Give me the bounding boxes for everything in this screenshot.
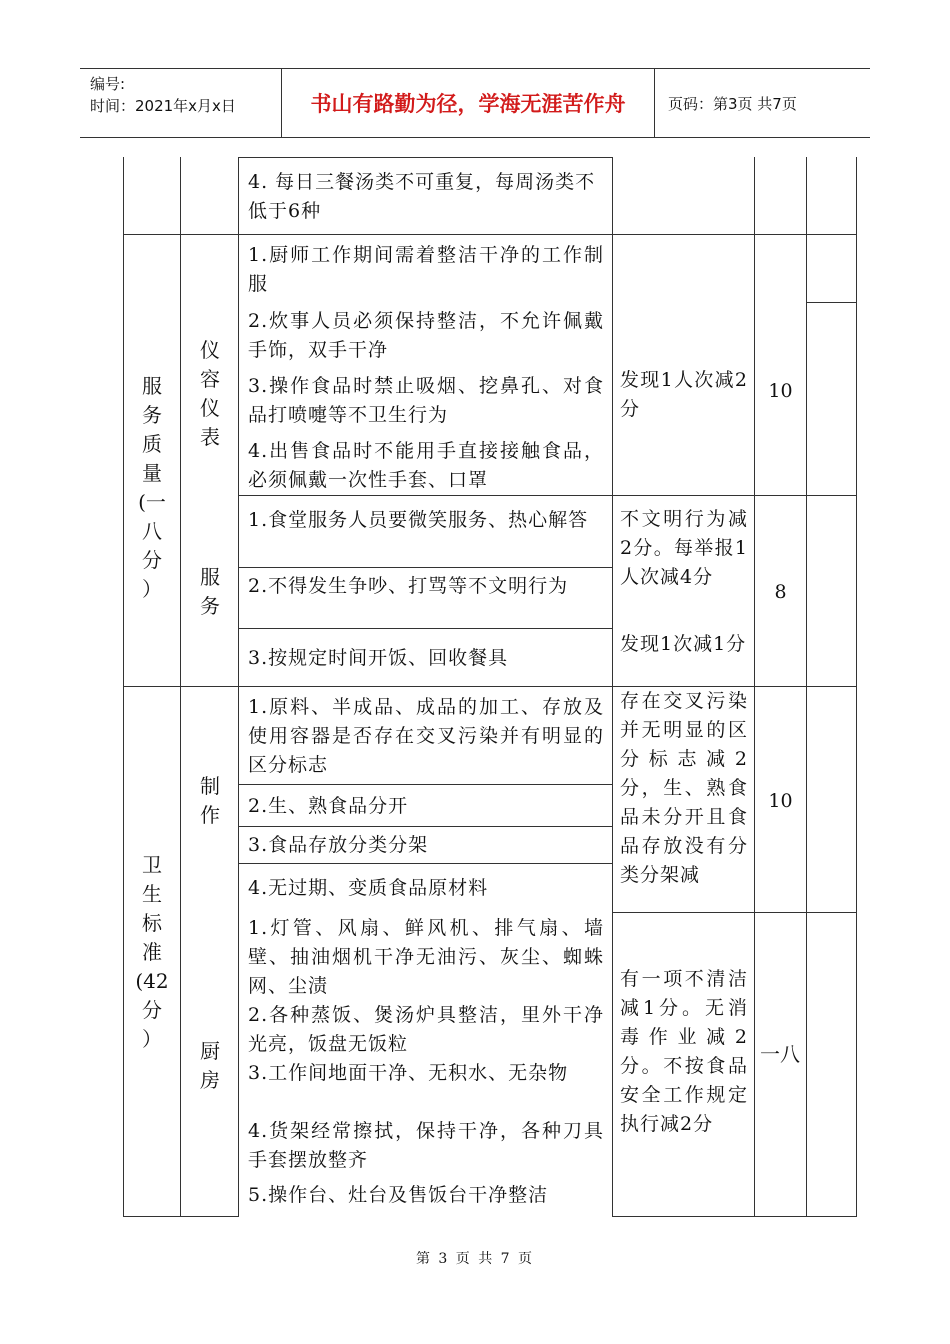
item-text: 1.厨师工作期间需着整洁干净的工作制服 — [248, 244, 604, 295]
item-text: 2.炊事人员必须保持整洁，不允许佩戴手饰，双手干净 — [248, 310, 604, 361]
item-text: 3.操作食品时禁止吸烟、挖鼻孔、对食品打喷嚏等不卫生行为 — [248, 375, 604, 426]
item-text: 1.原料、半成品、成品的加工、存放及使用容器是否存在交叉污染并有明显的区分标志 — [248, 696, 604, 776]
grid-line — [238, 157, 612, 158]
number-label: 编号: — [90, 75, 126, 93]
grid-line — [238, 628, 612, 629]
item-text: 3.按规定时间开饭、回收餐具 — [248, 647, 509, 669]
grid-line — [123, 1216, 238, 1217]
page-footer: 第 3 页 共 7 页 — [415, 1251, 535, 1267]
document-header — [80, 68, 870, 138]
subcategory-appearance: 仪 容 仪 表 — [200, 338, 220, 449]
subcategory-service: 服 务 — [200, 565, 220, 618]
grid-line — [612, 157, 613, 1217]
time-label: 时间：2021年x月x日 — [90, 97, 236, 115]
deduction-text: 发现1人次减2分 — [620, 369, 748, 420]
deduction-text: 发现1次减1分 — [620, 633, 747, 655]
category-hygiene: 卫 生 标 准 (42 分 ） — [135, 853, 169, 1051]
grid-line — [238, 567, 612, 568]
subcategory-kitchen: 厨 房 — [200, 1039, 220, 1092]
grid-line — [238, 157, 239, 1217]
header-page-info: 页码：第3页 共7页 — [668, 94, 797, 113]
deduction-text: 存在交叉污染并无明显的区分标志减2分，生、熟食品未分开且食品存放没有分类分架减 — [620, 690, 748, 886]
item-text: 2.各种蒸饭、煲汤炉具整洁，里外干净光亮，饭盘无饭粒 — [248, 1004, 604, 1055]
deduction-text: 不文明行为减2分。每举报1人次减4分 — [620, 508, 748, 588]
item-text: 4.出售食品时不能用手直接接触食品，必须佩戴一次性手套、口罩 — [248, 440, 604, 491]
grid-line — [856, 157, 857, 1217]
score-value: 8 — [774, 581, 787, 603]
header-motto: 书山有路勤为径，学海无涯苦作舟 — [282, 69, 655, 137]
grid-line — [238, 826, 612, 827]
grid-line — [612, 1216, 856, 1217]
grid-line — [238, 784, 612, 785]
item-text: 1.灯管、风扇、鲜风机、排气扇、墙壁、抽油烟机干净无油污、灰尘、蜘蛛网、尘渍 — [248, 917, 604, 997]
grid-line — [238, 863, 612, 864]
item-text: 1.食堂服务人员要微笑服务、热心解答 — [248, 509, 589, 531]
item-text: 4. 每日三餐汤类不可重复，每周汤类不低于6种 — [248, 171, 596, 222]
grid-line — [180, 157, 181, 1217]
deduction-text: 有一项不清洁减1分。无消毒作业减2分。不按食品安全工作规定执行减2分 — [620, 968, 748, 1135]
grid-line — [123, 234, 856, 235]
category-service-quality: 服 务 质 量 (一 八 分 ） — [138, 374, 166, 601]
grid-line — [238, 495, 856, 496]
subcategory-production: 制 作 — [200, 774, 220, 827]
item-text: 4.无过期、变质食品原材料 — [248, 877, 489, 899]
item-text: 4.货架经常擦拭，保持干净，各种刀具手套摆放整齐 — [248, 1120, 604, 1171]
score-value: 10 — [768, 380, 793, 402]
item-text: 3.食品存放分类分架 — [248, 834, 429, 856]
grid-line — [806, 157, 807, 1217]
grid-line — [754, 157, 755, 1217]
header-meta — [80, 69, 282, 137]
item-text: 2.不得发生争吵、打骂等不文明行为 — [248, 575, 569, 597]
grid-line — [612, 912, 856, 913]
grid-line — [806, 302, 856, 303]
item-text: 3.工作间地面干净、无积水、无杂物 — [248, 1062, 569, 1084]
score-value: 一八 — [760, 1042, 800, 1066]
item-text: 5.操作台、灶台及售饭台干净整洁 — [248, 1184, 549, 1206]
grid-line — [123, 157, 124, 1217]
item-text: 2.生、熟食品分开 — [248, 795, 409, 817]
score-value: 10 — [768, 790, 793, 812]
